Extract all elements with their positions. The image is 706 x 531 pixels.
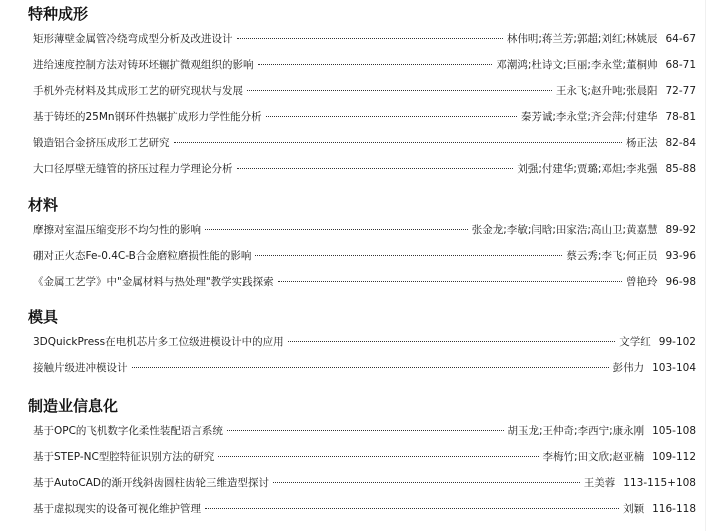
article-pages: 82-84 xyxy=(665,137,696,149)
toc-entry[interactable] xyxy=(28,243,698,269)
article-authors: 胡玉龙;王仲奇;李西宁;康永刚 xyxy=(507,425,645,437)
dot-leader xyxy=(288,341,616,342)
dot-leader xyxy=(255,255,562,256)
article-title-link[interactable]: 锻造铝合金挤压成形工艺研究 xyxy=(33,137,170,149)
article-pages: 93-96 xyxy=(665,250,696,262)
article-authors: 彭伟力 xyxy=(612,362,645,374)
dot-leader xyxy=(237,168,514,169)
article-authors: 王永飞;赵升吨;张晨阳 xyxy=(555,85,658,97)
article-pages: 105-108 xyxy=(652,425,696,437)
dot-leader xyxy=(278,281,622,282)
article-title-link[interactable]: 大口径厚壁无缝管的挤压过程力学理论分析 xyxy=(33,163,233,175)
article-pages: 103-104 xyxy=(652,362,696,374)
article-pages: 96-98 xyxy=(665,276,696,288)
article-title-link[interactable]: 3DQuickPress在电机芯片多工位级进模设计中的应用 xyxy=(33,336,284,348)
section-title: 特种成形 xyxy=(28,5,89,23)
section-title: 模具 xyxy=(28,308,59,326)
section-manufacturing-informatization xyxy=(28,396,698,522)
section-molds xyxy=(28,307,698,381)
article-title-link[interactable]: 手机外壳材料及其成形工艺的研究现状与发展 xyxy=(33,85,243,97)
toc-entry[interactable] xyxy=(28,418,698,444)
article-title-link[interactable]: 矩形薄壁金属管冷绕弯成型分析及改进设计 xyxy=(33,33,233,45)
article-pages: 89-92 xyxy=(665,224,696,236)
dot-leader xyxy=(205,508,619,509)
article-pages: 109-112 xyxy=(652,451,696,463)
article-authors: 刘颖 xyxy=(623,503,645,515)
article-authors: 林伟明;蒋兰芳;郭超;刘红;林姚辰 xyxy=(506,33,658,45)
article-authors: 张金龙;李敏;闫晗;田家浩;高山卫;黄嘉慧 xyxy=(471,224,658,236)
toc-entry[interactable] xyxy=(28,52,698,78)
dot-leader xyxy=(205,229,468,230)
article-pages: 116-118 xyxy=(652,503,696,515)
article-title-link[interactable]: 基于AutoCAD的渐开线斜齿圆柱齿轮三维造型探讨 xyxy=(33,477,269,489)
article-pages: 85-88 xyxy=(665,163,696,175)
article-authors: 文学红 xyxy=(619,336,651,348)
article-pages: 64-67 xyxy=(665,33,696,45)
article-authors: 蔡云秀;李飞;何正员 xyxy=(566,250,658,262)
section-title: 制造业信息化 xyxy=(28,397,119,415)
article-authors: 曾艳玲 xyxy=(625,276,658,288)
article-title-link[interactable]: 基于OPC的飞机数字化柔性装配语言系统 xyxy=(33,425,223,437)
article-title-link[interactable]: 硼对正火态Fe-0.4C-B合金磨粒磨损性能的影响 xyxy=(33,250,252,262)
article-authors: 王美蓉 xyxy=(583,477,616,489)
toc-entry[interactable] xyxy=(28,130,698,156)
article-pages: 68-71 xyxy=(665,59,696,71)
article-pages: 113-115+108 xyxy=(623,477,696,489)
article-pages: 78-81 xyxy=(665,111,696,123)
dot-leader xyxy=(237,38,503,39)
article-title-link[interactable]: 接触片级进冲模设计 xyxy=(33,362,128,374)
section-materials xyxy=(28,195,698,295)
toc-entry[interactable] xyxy=(28,444,698,470)
article-title-link[interactable]: 基于虚拟现实的设备可视化维护管理 xyxy=(33,503,201,515)
section-special-forming xyxy=(28,4,698,182)
article-title-link[interactable]: 摩擦对室温压缩变形不均匀性的影响 xyxy=(33,224,201,236)
article-authors: 刘强;付建华;贾璐;邓炟;李兆强 xyxy=(517,163,658,175)
toc-entry[interactable] xyxy=(28,470,698,496)
article-authors: 杨正法 xyxy=(625,137,658,149)
article-title-link[interactable]: 基于铸坯的25Mn钢环件热辗扩成形力学性能分析 xyxy=(33,111,262,123)
toc-entry[interactable] xyxy=(28,156,698,182)
dot-leader xyxy=(266,116,517,117)
toc-entry[interactable] xyxy=(28,355,698,381)
section-title: 材料 xyxy=(28,196,59,214)
dot-leader xyxy=(258,64,493,65)
toc-entry[interactable] xyxy=(28,78,698,104)
toc-entry[interactable] xyxy=(28,217,698,243)
article-authors: 秦芳诚;李永堂;齐会萍;付建华 xyxy=(520,111,658,123)
toc-entry[interactable] xyxy=(28,269,698,295)
article-title-link[interactable]: 进给速度控制方法对铸环坯辗扩微观组织的影响 xyxy=(33,59,254,71)
toc-entry[interactable] xyxy=(28,26,698,52)
article-pages: 99-102 xyxy=(658,336,696,348)
dot-leader xyxy=(174,142,622,143)
dot-leader xyxy=(132,367,609,368)
dot-leader xyxy=(227,430,504,431)
article-pages: 72-77 xyxy=(665,85,696,97)
dot-leader xyxy=(247,90,552,91)
toc-entry[interactable] xyxy=(28,329,698,355)
dot-leader xyxy=(273,482,580,483)
dot-leader xyxy=(218,456,538,457)
article-authors: 李梅竹;田文欣;赵亚楠 xyxy=(542,451,645,463)
article-authors: 邓潮鸿;杜诗文;巨丽;李永堂;董桐帅 xyxy=(496,59,658,71)
toc-entry[interactable] xyxy=(28,104,698,130)
toc-entry[interactable] xyxy=(28,496,698,522)
article-title-link[interactable]: 《金属工艺学》中"金属材料与热处理"教学实践探索 xyxy=(33,276,274,288)
article-title-link[interactable]: 基于STEP-NC型腔特征识别方法的研究 xyxy=(33,451,215,463)
